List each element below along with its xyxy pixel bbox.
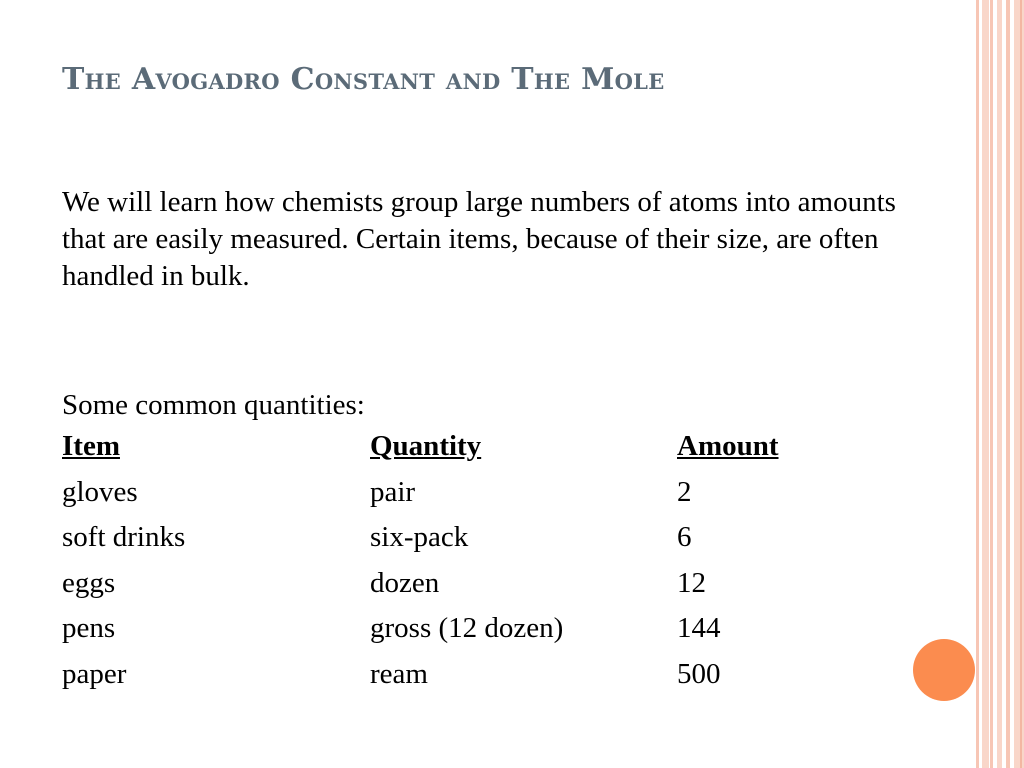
decor-stripe	[1020, 0, 1022, 768]
cell-amount: 12	[677, 566, 706, 599]
cell-amount: 144	[677, 612, 721, 644]
decor-stripe	[976, 0, 979, 768]
cell-item: pens	[62, 612, 116, 644]
intro-paragraph: We will learn how chemists group large numbers of atoms into amounts that are easily measured. Certain items, because of their size, are often handled in bulk.	[62, 186, 896, 292]
header-amount: Amount	[677, 430, 779, 462]
cell-item: gloves	[62, 475, 138, 508]
decor-stripe	[997, 0, 1002, 768]
cell-quantity: dozen	[370, 566, 440, 599]
decor-stripe	[990, 0, 993, 768]
cell-quantity: six-pack	[370, 521, 469, 553]
cell-quantity: ream	[370, 657, 428, 690]
header-quantity: Quantity	[370, 430, 482, 462]
cell-item: eggs	[62, 566, 116, 599]
decor-stripe	[1014, 0, 1024, 768]
slide-title: The Avogadro Constant and The Mole	[62, 62, 665, 97]
cell-amount: 6	[677, 521, 692, 553]
decor-stripe	[982, 0, 989, 768]
decor-circle	[913, 639, 975, 701]
decor-stripe	[1006, 0, 1010, 768]
cell-item: paper	[62, 657, 127, 690]
cell-quantity: gross (12 dozen)	[370, 612, 564, 644]
cell-item: soft drinks	[62, 521, 186, 553]
header-item: Item	[62, 430, 120, 462]
cell-quantity: pair	[370, 475, 416, 508]
cell-amount: 500	[677, 657, 721, 690]
cell-amount: 2	[677, 475, 692, 508]
table-caption: Some common quantities:	[62, 389, 365, 421]
